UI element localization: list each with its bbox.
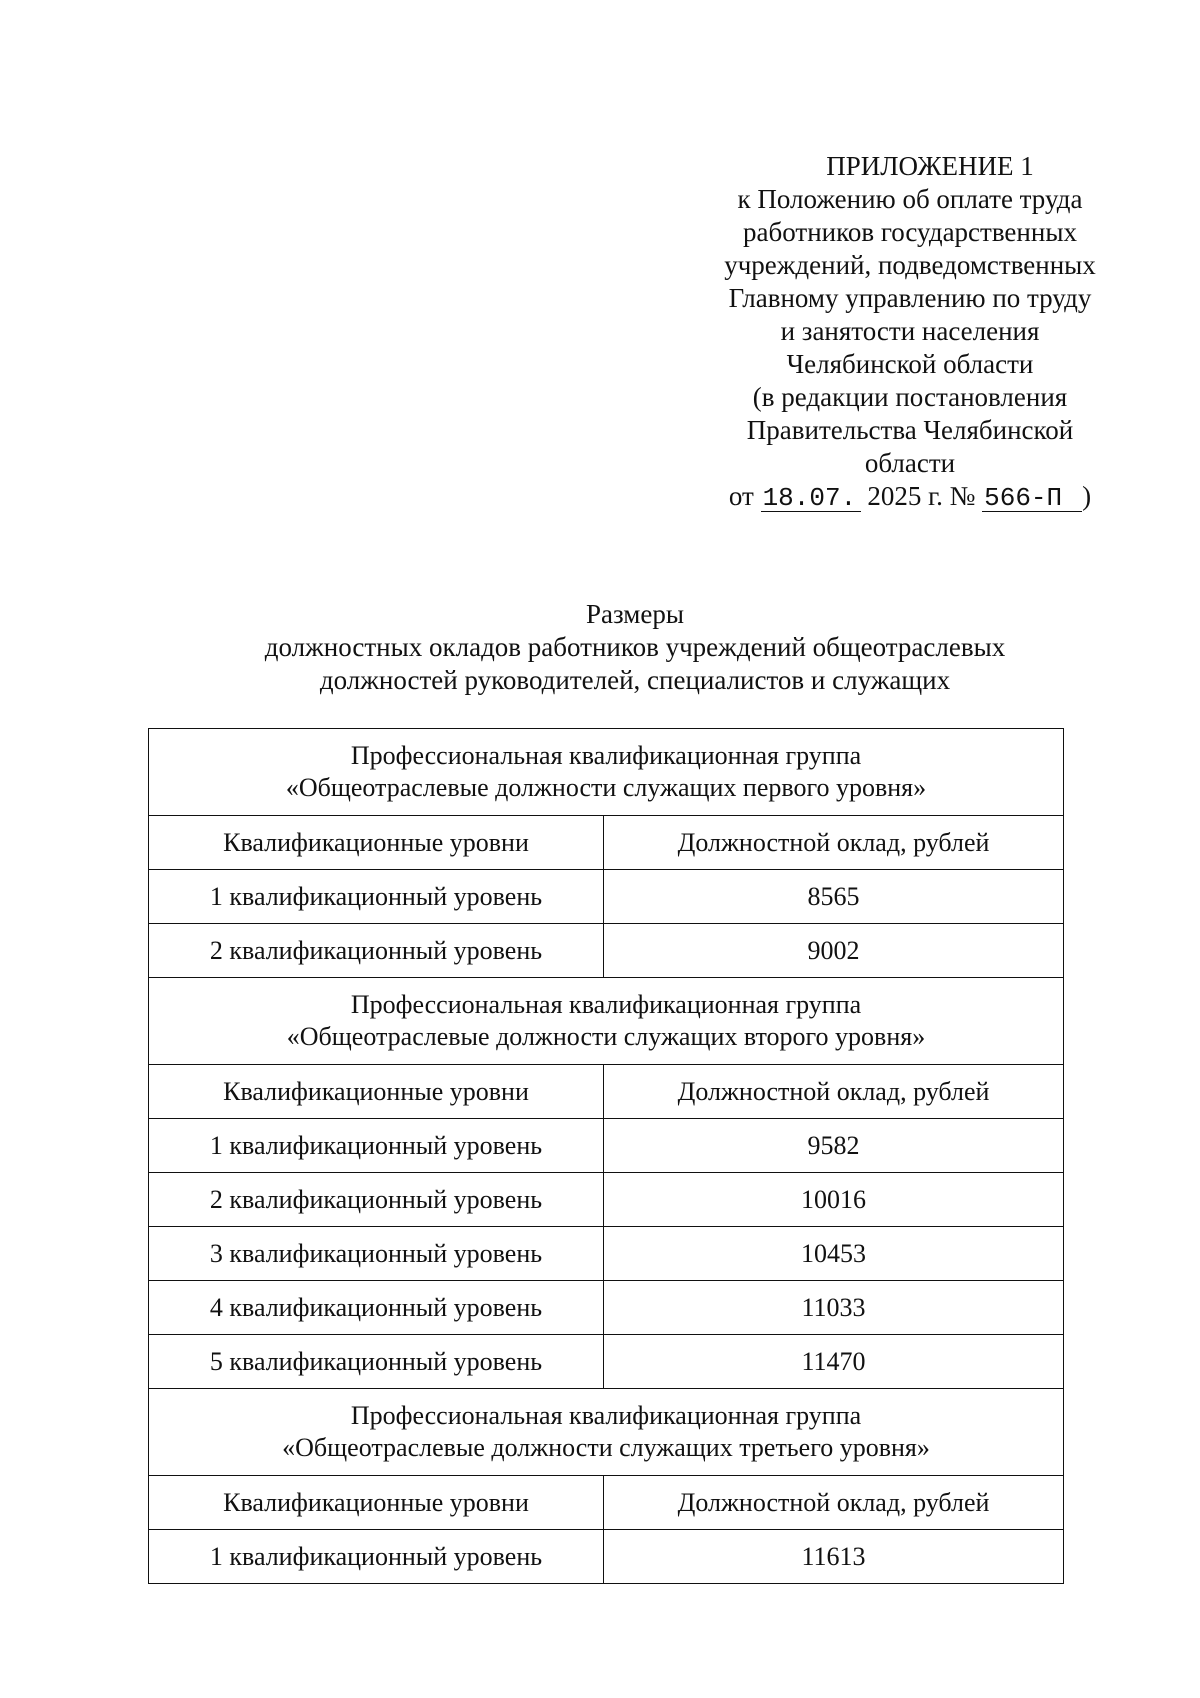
table-row	[149, 1335, 1064, 1389]
level-cell: 1 квалификационный уровень	[149, 1530, 604, 1584]
closing-paren: )	[1082, 481, 1092, 511]
column-header-levels: Квалификационные уровни	[149, 816, 604, 870]
appendix-heading: ПРИЛОЖЕНИЕ 1	[826, 151, 1034, 181]
appendix-line: и занятости населения	[780, 316, 1040, 346]
table-row	[149, 1281, 1064, 1335]
column-header-row	[149, 1065, 1064, 1119]
appendix-line: к Положению об оплате труда	[737, 184, 1083, 214]
appendix-block	[690, 150, 1130, 513]
table-row	[149, 1227, 1064, 1281]
level-cell: 2 квалификационный уровень	[149, 1173, 604, 1227]
appendix-line: работников государственных	[743, 217, 1077, 247]
salary-cell: 10016	[604, 1173, 1064, 1227]
salary-table	[148, 728, 1064, 1584]
salary-cell: 11613	[604, 1530, 1064, 1584]
table-row	[149, 870, 1064, 924]
table-row	[149, 1173, 1064, 1227]
document-number-field: 566-П	[982, 485, 1082, 512]
level-cell: 5 квалификационный уровень	[149, 1335, 604, 1389]
level-cell: 1 квалификационный уровень	[149, 870, 604, 924]
column-header-levels: Квалификационные уровни	[149, 1065, 604, 1119]
group-title: Профессиональная квалификационная группа	[350, 990, 862, 1019]
level-cell: 2 квалификационный уровень	[149, 924, 604, 978]
document-title	[140, 598, 1130, 697]
group-title: Профессиональная квалификационная группа	[350, 1401, 862, 1430]
column-header-levels: Квалификационные уровни	[149, 1476, 604, 1530]
salary-cell: 9002	[604, 924, 1064, 978]
appendix-date-line	[690, 480, 1130, 513]
salary-cell: 11470	[604, 1335, 1064, 1389]
group-header-cell	[149, 1389, 1064, 1476]
title-line: должностных окладов работников учреждений общеотраслевых	[264, 632, 1006, 662]
salary-cell: 11033	[604, 1281, 1064, 1335]
column-header-salary: Должностной оклад, рублей	[604, 1065, 1064, 1119]
salary-cell: 9582	[604, 1119, 1064, 1173]
group-header-row	[149, 1389, 1064, 1476]
level-cell: 3 квалификационный уровень	[149, 1227, 604, 1281]
appendix-line: учреждений, подведомственных	[724, 250, 1096, 280]
column-header-salary: Должностной оклад, рублей	[604, 1476, 1064, 1530]
group-header-row	[149, 978, 1064, 1065]
title-line: должностей руководителей, специалистов и служащих	[319, 665, 951, 695]
appendix-line: Челябинской области	[786, 349, 1034, 379]
level-cell: 4 квалификационный уровень	[149, 1281, 604, 1335]
group-header-cell	[149, 978, 1064, 1065]
column-header-salary: Должностной оклад, рублей	[604, 816, 1064, 870]
year-text: 2025 г. №	[867, 481, 976, 511]
salary-cell: 10453	[604, 1227, 1064, 1281]
title-line: Размеры	[586, 599, 684, 629]
group-title: Профессиональная квалификационная группа	[350, 741, 862, 770]
group-subtitle: «Общеотраслевые должности служащих третьего уровня»	[282, 1433, 930, 1462]
group-subtitle: «Общеотраслевые должности служащих первого уровня»	[285, 773, 927, 802]
appendix-line: области	[864, 448, 956, 478]
table-row	[149, 924, 1064, 978]
date-field: 18.07.	[761, 485, 861, 512]
table-row	[149, 1530, 1064, 1584]
group-header-row	[149, 729, 1064, 816]
salary-cell: 8565	[604, 870, 1064, 924]
column-header-row	[149, 1476, 1064, 1530]
date-prefix: от	[728, 481, 754, 511]
level-cell: 1 квалификационный уровень	[149, 1119, 604, 1173]
group-header-cell	[149, 729, 1064, 816]
group-subtitle: «Общеотраслевые должности служащих второго уровня»	[286, 1022, 926, 1051]
table-row	[149, 1119, 1064, 1173]
column-header-row	[149, 816, 1064, 870]
appendix-line: Правительства Челябинской	[746, 415, 1074, 445]
appendix-line: Главному управлению по труду	[728, 283, 1092, 313]
appendix-line: (в редакции постановления	[752, 382, 1068, 412]
